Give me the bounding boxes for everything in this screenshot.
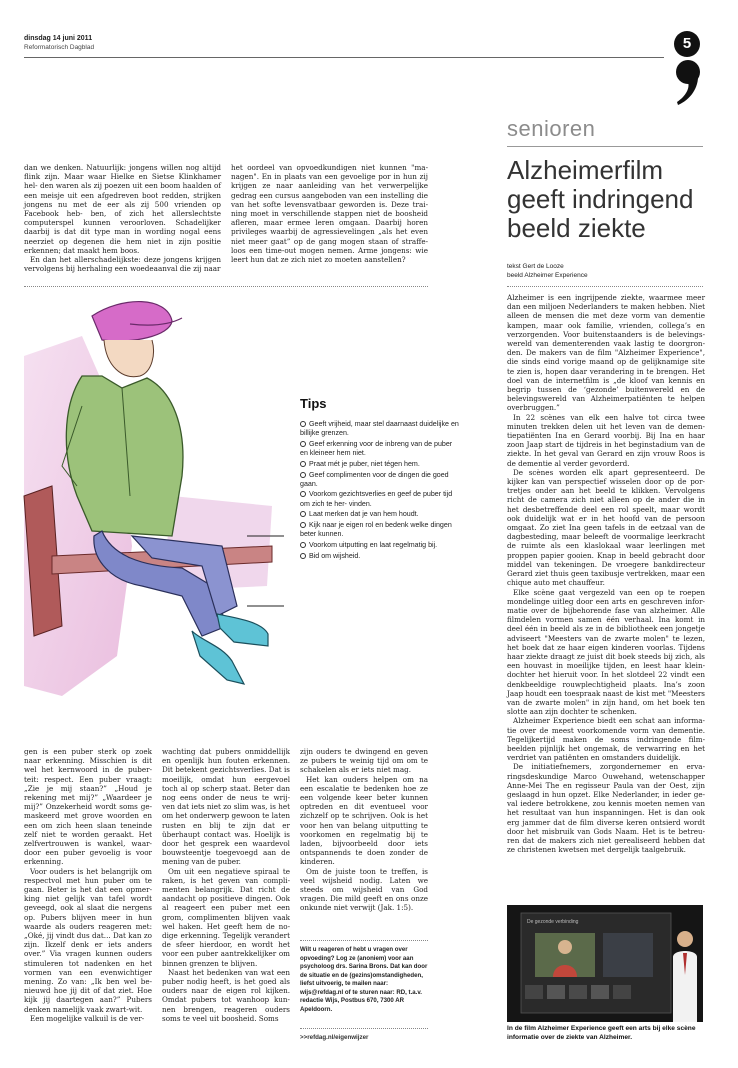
tips-list [300, 420, 460, 562]
paragraph: Elke scène gaat vergezeld van een op te roepen mondelinge uitleg door een arts en geschreven infor- matie over de bijbehorende fase van alzheimer. Alle filmdelen vormen samen één verhaal. Ina komt in deel één in beeld als ze in de bibliotheek een jongetje adviseert "Meesters van de zwarte molen" te lezen, het boek dat ze haar eigen kinderen voorlas. Tijdens haar ziekte draagt ze juist dit boek steeds bij zich, als een houvast in moeilijke tijden, en leest haar klein- dochter het hieruit voor. In het slotdeel 22 vindt een denkbeeldige rouwplechtigheid plaats. Ina’s zoon Jaap houdt een toespraak naast de kist met "Meesters van de zwarte molen" in zijn hand, om het boek ten slotte aan zijn dochter te schenken. [507, 587, 705, 717]
top-mid-column [231, 163, 428, 264]
page-number: 5 [674, 31, 700, 57]
dotted-divider [300, 940, 428, 941]
paragraph: In 22 scènes van elk een halve tot circa twee minuten trekken delen uit het leven van de demen- tiepatiënten Ina en Gerard voorbij. Bij Ina en haar zoon Jaap start de tijdreis in het beginstadium van de ziekte. In het geval van Gerard en zijn vrouw Roos is de dementie al verder gevorderd. [507, 412, 705, 468]
tip-text: Geef complimenten voor de dingen die goed gaan. [300, 470, 449, 488]
dotted-divider [507, 286, 703, 287]
tips-title: Tips [300, 396, 327, 411]
paragraph: Naast het bedenken van wat een puber nodig heeft, is het goed als ouders naar de eigen rol kijken. Omdat pubers tot wanhoop kun- nen brengen, reageren ouders soms te veel uit boosheid. Soms [162, 967, 290, 1023]
tip-item [300, 521, 460, 539]
bullet-icon [300, 522, 306, 528]
headline: Alzheimerfilm geeft indringend beeld ziekte [507, 155, 694, 243]
bullet-icon [300, 491, 306, 497]
bullet-icon [300, 472, 306, 478]
bullet-icon [300, 511, 306, 517]
tip-item [300, 541, 460, 550]
paragraph: Een mogelijke valkuil is de ver- [30, 1013, 145, 1023]
section-label: senioren [507, 116, 596, 141]
bullet-icon [300, 542, 306, 548]
tip-item [300, 420, 460, 438]
paragraph: De initiatiefnemers, zorgondernemer en erva- ringsdeskundige Marco Ouwehand, wetenschapper Anne-Mei The en regisseur Paula van der Oest, zijn geslaagd in hun opzet. Elke Nederlander, in ieder ge- val iedere betrokkene, zou kennis moeten nemen van het resultaat van hun inspanningen. Het is dan ook erg jammer dat de film diverse keren ontsierd wordt door het misbruik van Gods Naam. Het is te betreu- ren dat de makers zich niet gerealiseerd hebben dat ze christenen kwetsen met dergelijk taalgebruik. [507, 762, 705, 855]
tip-text: Praat mét je puber, niet tégen hem. [309, 459, 420, 468]
paragraph: Om de juiste toon te treffen, is veel wijsheid nodig. Laten we steeds om wijsheid van God vragen. Die mild geeft en ons onze onkunde niet verwijt (Jak. 1:5). [300, 866, 428, 913]
bottom-column-2 [162, 747, 290, 1023]
tip-item [300, 440, 460, 458]
bottom-column-1 [24, 747, 152, 1023]
tip-item [300, 490, 460, 508]
teen-illustration [22, 296, 284, 736]
article-body [507, 293, 705, 854]
byline [507, 262, 588, 280]
paragraph: Het kan ouders helpen om na een escalatie te bedenken hoe ze een volgende keer beter kunnen optreden en dit eventueel voor zichzelf op te schrijven. Ook is het voor hen van belang uitputting te voorkomen en regelmatig bij te laden, bijvoorbeeld door iets ontspannends te doen zonder de kinderen. [300, 774, 428, 867]
paragraph: De scènes worden elk apart gepresenteerd. De kijker kan van perspectief wisselen door op de por- tretjes onder aan het beeld te klikken. Vervolgens richt de camera zich niet alleen op de ander die in het desbetreffende deel een rol speelt, maar wordt ook duidelijk wat er in het hoofd van de persoon omgaat. Zo ziet Ina geen tafels in de eetzaal van de dagbesteding, maar beleeft de voormalige leerkracht de ruimte als een klaslokaal waar leerlingen met proppen papier gooien. Knap in beeld gebracht door middel van tekeningen. De vroegere bankdirecteur Gerard ziet thuis geen taxibusje vertrekken, maar een chique auto met chauffeur. [507, 467, 705, 588]
paragraph: Alzheimer is een ingrijpende ziekte, waarmee meer dan een miljoen Nederlanders te maken hebben. Niet alleen de mensen die met deze vorm van dementie kampen, maar ook familie, vrienden, collega’s en verzorgenden. Voor buitenstaanders is de belevings- wereld van dementerenden vaak lastig te doorgron- den. De makers van de film "Alzheimer Experience", die sinds eind vorige maand op de gelijknamige site te zien is, hopen daar verandering in te brengen. Het doel van de internetfilm is „de kloof van kennis en begrip tussen de ‘gezonde’ buitenwereld en de belevingswereld van Alzheimerpatiënten te helpen overbruggen.” [507, 293, 705, 413]
paragraph: Voor ouders is het belangrijk om respectvol met hun puber om te gaan. Beter is het dat een opmer- king niet gelijk van tafel wordt geveegd, ook al slaat die nergens op. Pubers blijven meer in hun waarde als ouders reageren met: „Oké, jij vindt dus dat... Dat kan zo zijn. Ikzelf denk er iets anders over.” Via vragen kunnen ouders stimuleren tot nadenken en het vormen van een evenwichtiger mening. Zo van: „Ik ben wel be- nieuwd hoe jij dit of dat ziet. Hoe kijk jij daartegen aan?” Pubers denken namelijk vaak zwart-wit. [24, 866, 152, 1014]
tip-text: Geeft vrijheid, maar stel daarnaast duidelijke en billijke grenzen. [300, 420, 459, 438]
tip-item [300, 510, 460, 519]
dotted-divider [24, 286, 428, 287]
paragraph: dan we denken. Natuurlijk: jongens willen nog altijd flink zijn. Maar waar Hielke en Sietse Klinkhamer hel- den waren als zij poezen uit een boom haalden of een meisje uit een afgedreven boot redden, strijken jongens nu met de eer als zij 500 vrienden op Facebook heb- ben, of zich het allerslechtste computerspel kunnen veroorloven. Schadelijker daarbij is dat dit type man in wording nogal eens neerziet op degenen die hem niet in zijn positie erkennen; dat maakt hem boos. [24, 163, 221, 255]
tip-text: Kijk naar je eigen rol en bedenk welke dingen beter kunnen. [300, 521, 452, 539]
tip-text: Geef erkenning voor de inbreng van de puber en kleineer hem niet. [300, 439, 453, 458]
reader-question-note: Wilt u reageren of hebt u vragen over opvoeding? Log ze (anoniem) voor aan psycholoog drs. Sarina Brons. Dat kan door de situatie en de (gezins)omstandigheden, liefst uitvoerig, te mailen naar: wijs@refdag.nl of te sturen naar: RD, t.a.v. redactie Wijs, Postbus 670, 7300 AR Apeldoorn. [300, 946, 428, 1013]
paragraph: gen is een puber sterk op zoek naar erkenning. Misschien is dit wel het kernwoord in de puber- teit: respect. Een puber vraagt: „Zie je mij staan?” „Houd je rekening met mij?” „Waardeer je mij?” Onzekerheid wordt soms ge- maskeerd met grove woorden en een om zich heen slaan teneinde zelf niet te worden geraakt. Het zelfvertrouwen is wankel, waar- door een puber gevoelig is voor erkenning. [24, 747, 152, 867]
bullet-icon [300, 461, 306, 467]
film-still-image [507, 905, 703, 1022]
dotted-divider [300, 1028, 428, 1029]
tip-text: Bid om wijsheid. [309, 551, 361, 560]
comma-logo-icon [672, 58, 702, 106]
byline-image: beeld Alzheimer Experience [507, 272, 588, 279]
tip-text: Voorkom gezichtsverlies en geef de puber tijd om zich te her- vinden. [300, 490, 453, 508]
paragraph: Om uit een negatieve spiraal te raken, is het geven van compli- menten belangrijk. Dat richt de aandacht op positieve dingen. Ook al reageert een puber met een grom, complimenten blijven vaak wel haken. Het geeft hem de no- dige erkenning. Tegelijk verandert de sfeer hierdoor, en wordt het voor een puber aantrekkelijker om binnen grenzen te blijven. [162, 866, 290, 968]
film-still-photo [507, 905, 703, 1022]
bullet-icon [300, 553, 306, 559]
photo-overlay-text: De gezonde verbinding [527, 919, 579, 925]
tip-text: Laat merken dat je van hem houdt. [309, 510, 419, 519]
tip-item [300, 460, 460, 469]
header-rule [24, 57, 664, 58]
header-date: dinsdag 14 juni 2011 [24, 35, 93, 42]
tip-item [300, 552, 460, 561]
paragraph: zijn ouders te dwingend en geven ze pubers te weinig tijd om om te schakelen als er iets niet mag. [300, 747, 428, 775]
top-left-column [24, 163, 221, 273]
tip-item [300, 471, 460, 489]
tip-text: Voorkom uitputting en laat regelmatig bij. [309, 540, 438, 549]
photo-caption: In de film Alzheimer Experience geeft een arts bij elke scène informatie over de ziekte van Alzheimer. [507, 1025, 696, 1041]
paragraph: wachting dat pubers onmiddellijk en openlijk hun fouten erkennen. Dit betekent gezichtsverlies. Dat is moeilijk, omdat hun eergevoel toch al op scherp staat. Beter dan nog eens onder de neus te wrij- ven dat iets niet zo slim was, is het om het onderwerp gewoon te laten rusten en blij te zijn dat er überhaupt contact was. Hoelijk is door het gesprek een waardevol bouwsteentje toegevoegd aan de mening van de puber. [162, 747, 290, 867]
paragraph: Alzheimer Experience biedt een schat aan informa- tie over de meest voorkomende vorm van dementie. Tegelijkertijd maken de soms indringende film- beelden pijnlijk het ongemak, de verwarring en het verdriet van patiënten en omstanders duidelijk. [507, 716, 705, 763]
paragraph: En dan het allerschadelijkste: deze jongens krijgen vervolgens bij herhaling een woedeaanval die zij naar [24, 255, 221, 274]
bullet-icon [300, 421, 306, 427]
paragraph: het oordeel van opvoedkundigen niet kunnen "ma- nagen". En in plaats van een gevoelige por in hun zij krijgen ze naar aanleiding van het verwerpelijke gedrag een cursus aangeboden van een instelling die van het softe levensvatbaar geworden is. Deze trai- ning moet in verschillende stappen niet de boosheid afleren, maar ermee leren omgaan. Daarbij horen privileges waarbij de agressievelingen „als het even niet meer gaat” op de gang mogen staan of straffe- loos een time-out mogen nemen. Arme jongens: wie leert hun dat ze zich niet zo moeten aanstellen? [231, 163, 428, 265]
website-link[interactable]: >>refdag.nl/eigenwijzer [300, 1034, 369, 1041]
section-rule [507, 146, 703, 147]
bullet-icon [300, 441, 306, 447]
bottom-column-3 [300, 747, 428, 913]
byline-text: tekst Gert de Looze [507, 263, 564, 270]
header-publication: Reformatorisch Dagblad [24, 44, 95, 51]
